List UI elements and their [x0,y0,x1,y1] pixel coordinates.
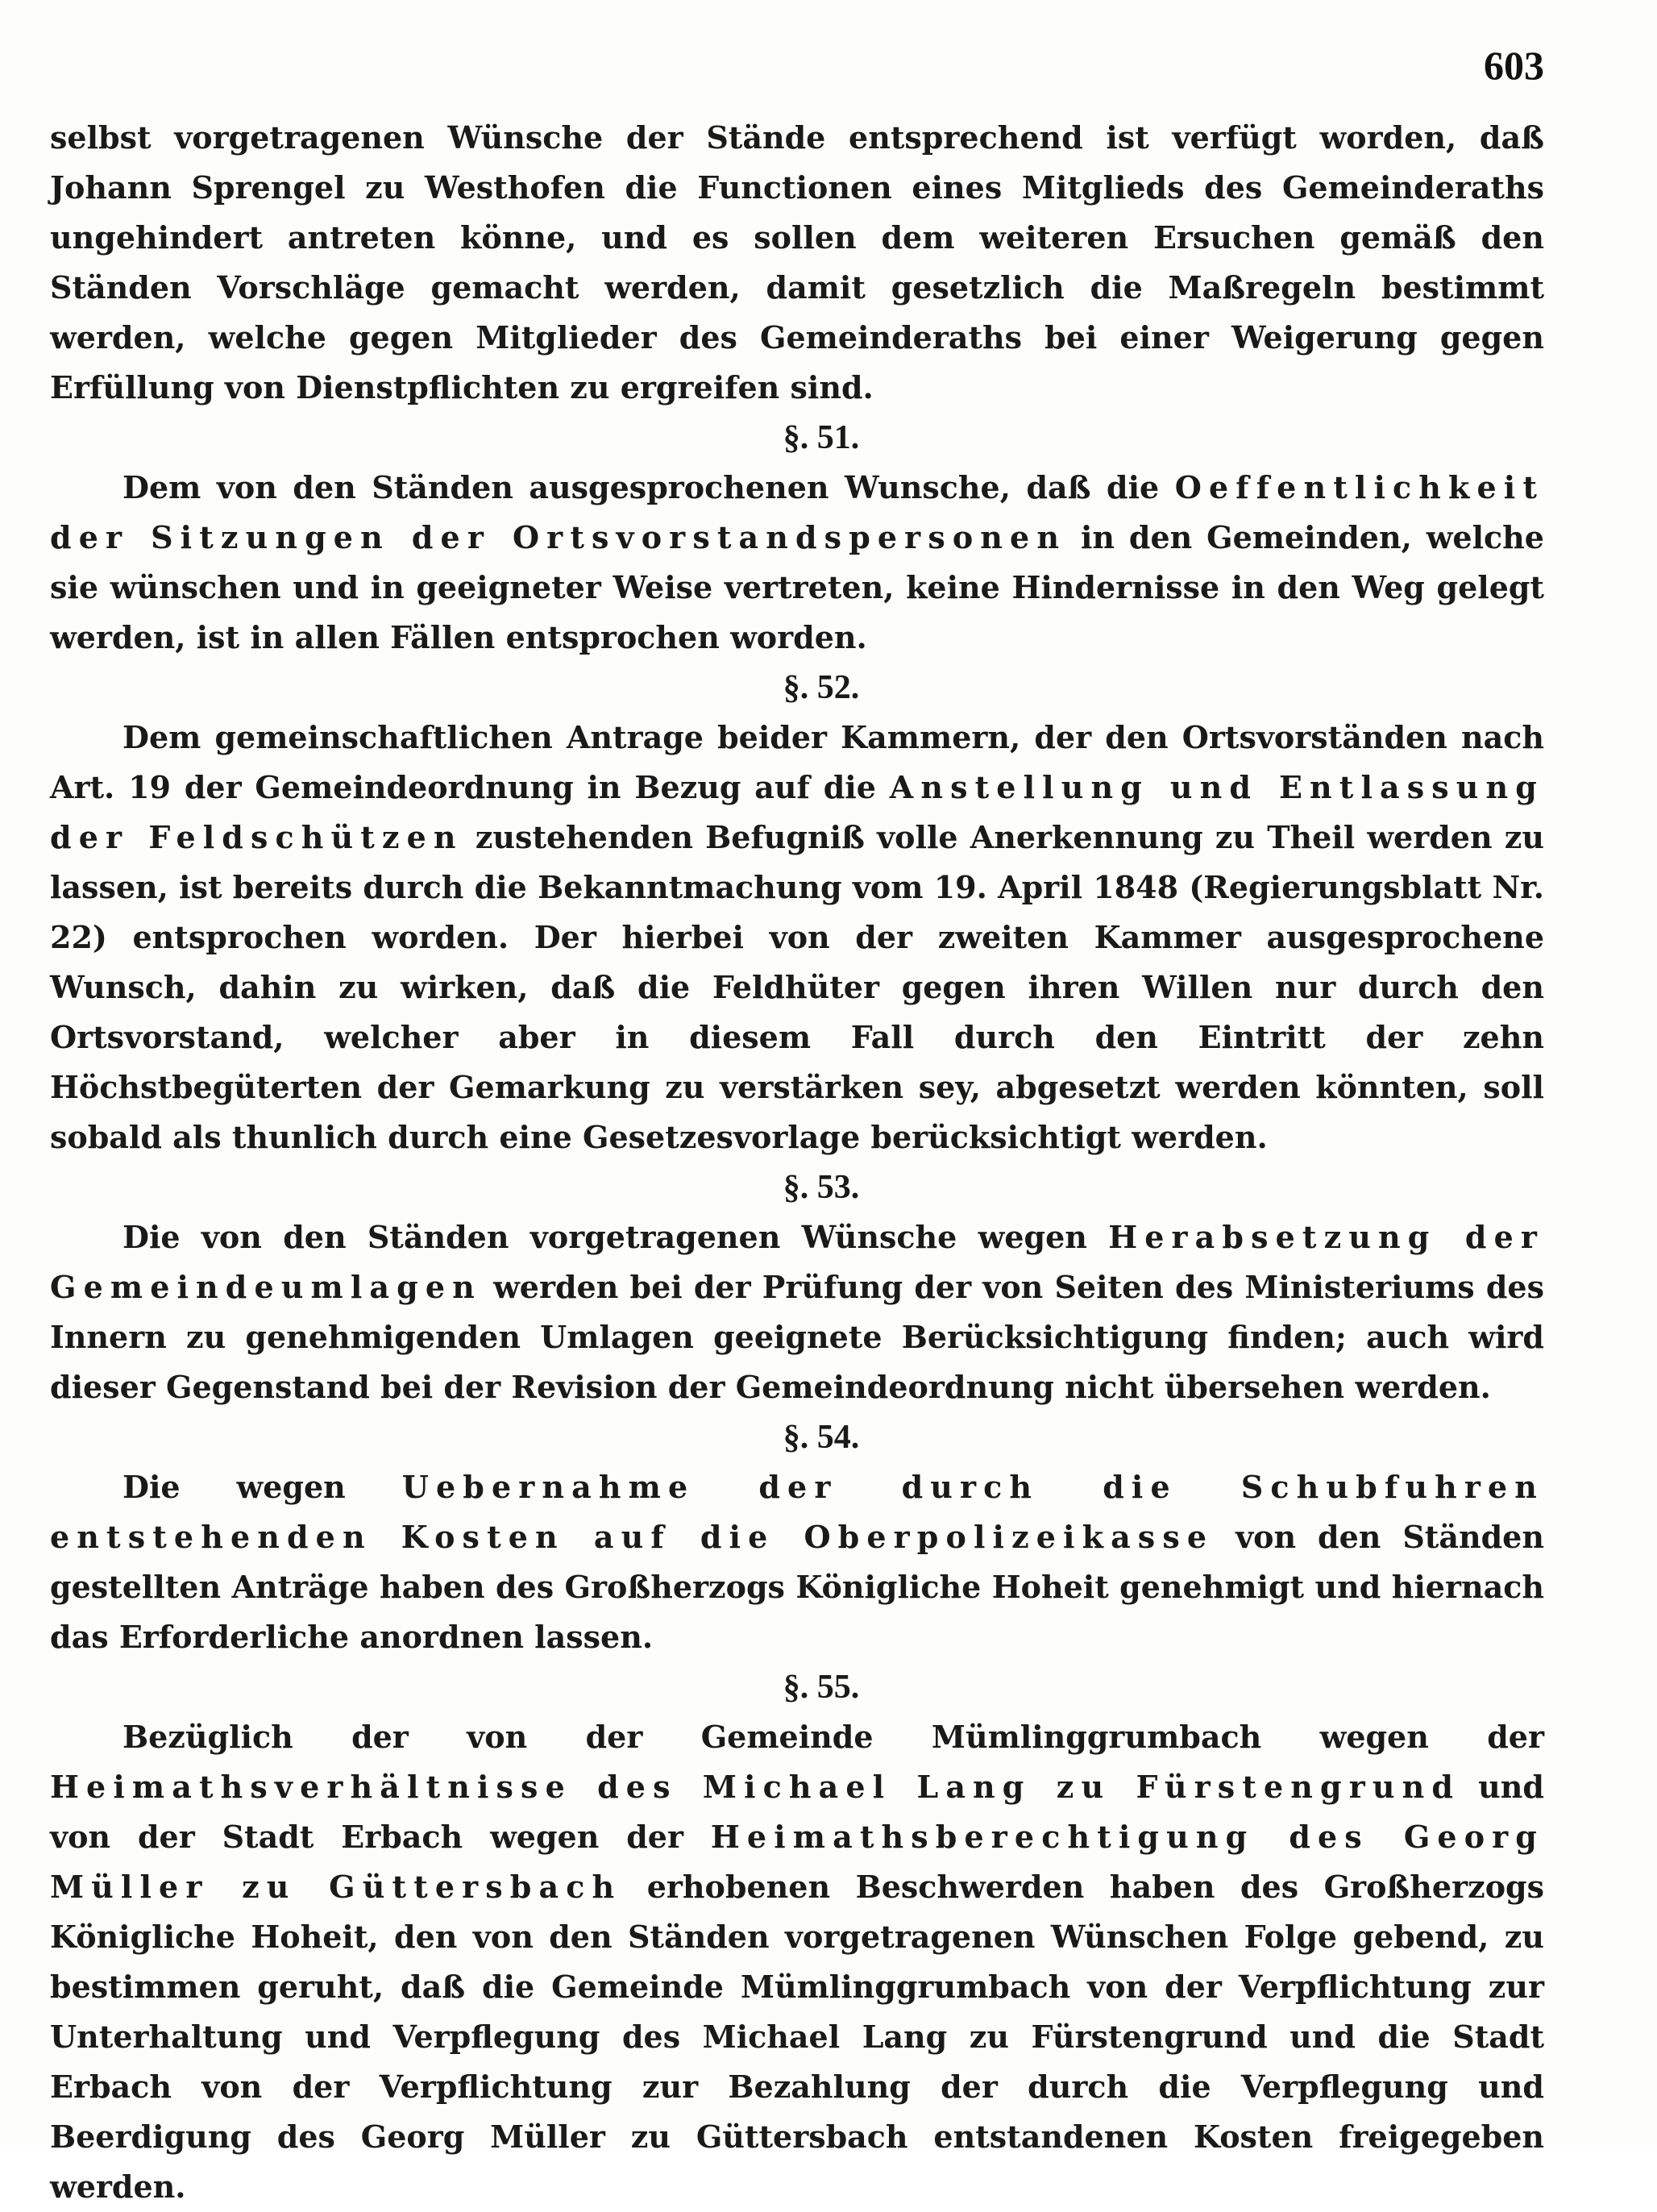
spaced-emphasis: Heimathsberechtigung des Georg Müller zu Güttersbach [50,1819,1544,1905]
text-run: werden bei der Prüfung der von Seiten des Ministeriums des Innern zu genehmigenden Umlagen geeignete Berücksichtigung finden; auch wird dieser Gegenstand bei der Revision der Gemeindeordnung nicht übersehen werden. [50,1269,1544,1405]
spaced-emphasis: Herabsetzung der Gemeindeumlagen [50,1219,1544,1305]
text-run: Die von den Ständen vorgetragenen Wünsche wegen [123,1219,1109,1255]
section-paragraph [50,1712,1544,2212]
section-paragraph [50,1212,1544,1412]
text-run: Die wegen [123,1469,402,1505]
spaced-emphasis: Oeffentlichkeit der Sitzungen der Ortsvorstandspersonen [50,469,1544,555]
text-run: in den Gemeinden, welche sie wünschen und in geeigneter Weise vertreten, keine Hindernisse in den Weg gelegt werden, ist in allen Fällen entsprochen worden. [50,519,1544,655]
text-run: und von der Stadt Erbach wegen der [50,1769,1544,1855]
section-55 [50,1662,1544,2212]
spaced-emphasis: Anstellung und Entlassung der Feldschützen [50,769,1544,855]
text-run: Dem gemeinschaftlichen Antrage beider Kammern, der den Ortsvorständen nach Art. 19 der Gemeindeordnung in Bezug auf die [50,719,1544,805]
section-heading: §. 51. [783,419,860,456]
section-paragraph [50,713,1544,1162]
section-heading: §. 52. [783,669,860,706]
spaced-emphasis: Uebernahme der durch die Schubfuhren entstehenden Kosten auf die Oberpolizeikasse [50,1469,1544,1555]
text-run: von den Ständen gestellten Anträge haben des Großherzogs Königliche Hoheit genehmigt und hiernach das Erforderliche anordnen lassen. [50,1519,1544,1655]
text-run: zustehenden Befugniß volle Anerkennung zu Theil werden zu lassen, ist bereits durch die Bekanntmachung vom 19. April 1848 (Regierungsblatt Nr. 22) entsprochen worden. Der hierbei von der zweiten Kammer ausgesprochene Wunsch, dahin zu wirken, daß die Feldhüter gegen ihren Willen nur durch den Ortsvorstand, welcher aber in diesem Fall durch den Eintritt der zehn Höchstbegüterten der Gemarkung zu verstärken sey, abgesetzt werden könnten, soll sobald als thunlich durch eine Gesetzesvorlage berücksichtigt werden. [50,819,1544,1155]
section-paragraph [50,1462,1544,1662]
section-53 [50,1162,1544,1412]
text-run: Dem von den Ständen ausgesprochenen Wunsche, daß die [123,469,1175,505]
section-heading: §. 55. [783,1669,860,1706]
spaced-emphasis: Heimathsverhältnisse des Michael Lang zu Fürstengrund [50,1769,1461,1805]
section-heading: §. 53. [783,1169,860,1206]
section-51 [50,413,1544,663]
page-body [50,113,1544,2212]
page-number: 603 [1484,43,1544,88]
text-run: erhobenen Beschwerden haben des Großherzogs Königliche Hoheit, den von den Ständen vorgetragenen Wünschen Folge gebend, zu bestimmen geruht, daß die Gemeinde Mümlinggrumbach von der Verpflichtung zur Unterhaltung und Verpflegung des Michael Lang zu Fürstengrund und die Stadt Erbach von der Verpflichtung zur Bezahlung der durch die Verpflegung und Beerdigung des Georg Müller zu Güttersbach entstandenen Kosten freigegeben werden. [50,1869,1545,2205]
section-paragraph [50,463,1544,663]
text-run: Bezüglich der von der Gemeinde Mümlinggrumbach wegen der [123,1719,1544,1755]
section-54 [50,1412,1544,1662]
section-heading: §. 54. [783,1419,860,1456]
section-52 [50,663,1544,1162]
opening-paragraph: selbst vorgetragenen Wünsche der Stände entsprechend ist verfügt worden, daß Johann Sprengel zu Westhofen die Functionen eines Mitglieds des Gemeinderaths ungehindert antreten könne, und es sollen dem weiteren Ersuchen gemäß den Ständen Vorschläge gemacht werden, damit gesetzlich die Maßregeln bestimmt werden, welche gegen Mitglieder des Gemeinderaths bei einer Weigerung gegen Erfüllung von Dienstpflichten zu ergreifen sind. [50,119,1544,405]
